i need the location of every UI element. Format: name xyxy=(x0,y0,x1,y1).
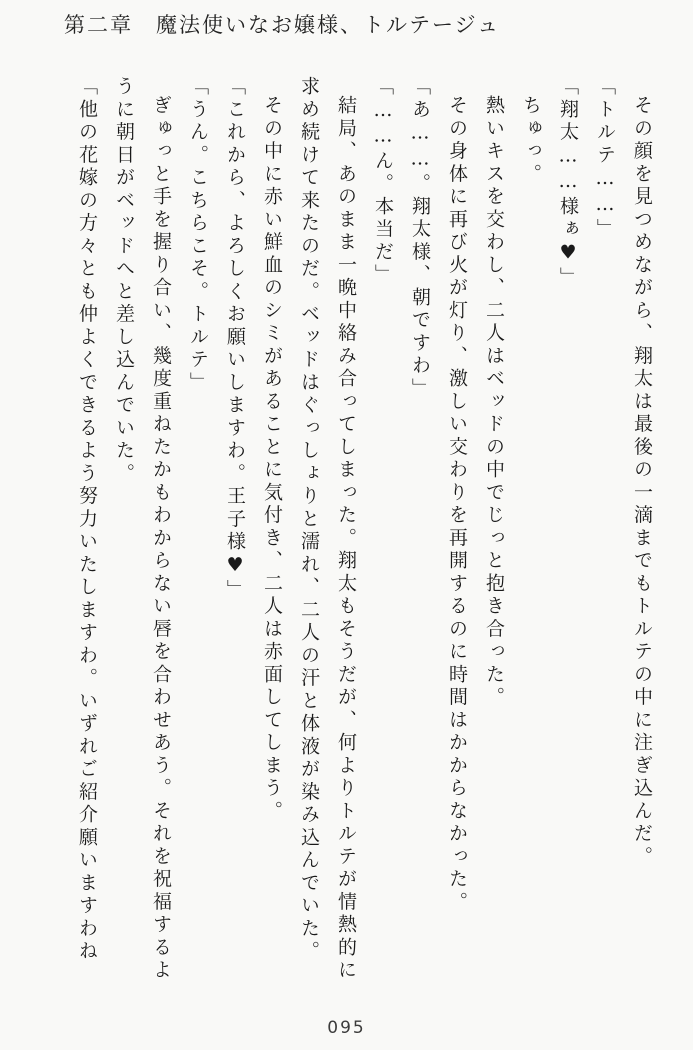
paragraph: 「これから、よろしくお願いしますわ。王子様♥」 xyxy=(224,76,246,603)
paragraph: 「……ん。本当だ」 xyxy=(372,76,394,287)
paragraph: その身体に再び火が灯り、激しい交わりを再開するのに時間はかからなかった。 xyxy=(446,95,468,914)
paragraph: 「他の花嫁の方々とも仲よくできるよう努力いたしますわ。いずれご紹介願いますわね xyxy=(76,76,98,964)
chapter-header: 第二章 魔法使いなお嬢様、トルテージュ xyxy=(64,13,501,37)
paragraph: ぎゅっと手を握り合い、幾度重ねたかもわからない唇を合わせあう。それを祝福するように朝日がベッドへと差し込んでいた。 xyxy=(113,76,172,983)
page-number: 095 xyxy=(327,1018,366,1038)
paragraph: ちゅっ。 xyxy=(520,95,542,186)
paragraph: 結局、あのまま一晩中絡み合ってしまった。翔太もそうだが、何よりトルテが情熱的に求め続けて来たのだ。ベッドはぐっしょりと濡れ、二人の汗と体液が染み込んでいた。 xyxy=(298,76,357,983)
paragraph: 「翔太……様ぁ♥」 xyxy=(557,76,579,290)
paragraph: その顔を見つめながら、翔太は最後の一滴までもトルテの中に注ぎ込んだ。 xyxy=(631,95,653,869)
vertical-text-block xyxy=(60,76,660,986)
paragraph: 「うん。こちらこそ。トルテ」 xyxy=(187,76,209,395)
paragraph: その中に赤い鮮血のシミがあることに気付き、二人は赤面してしまう。 xyxy=(261,95,283,823)
paragraph: 「トルテ……」 xyxy=(594,76,616,242)
paragraph: 「あ……。翔太様、朝ですわ」 xyxy=(409,76,431,401)
paragraph: 熱いキスを交わし、二人はベッドの中でじっと抱き合った。 xyxy=(483,95,505,710)
